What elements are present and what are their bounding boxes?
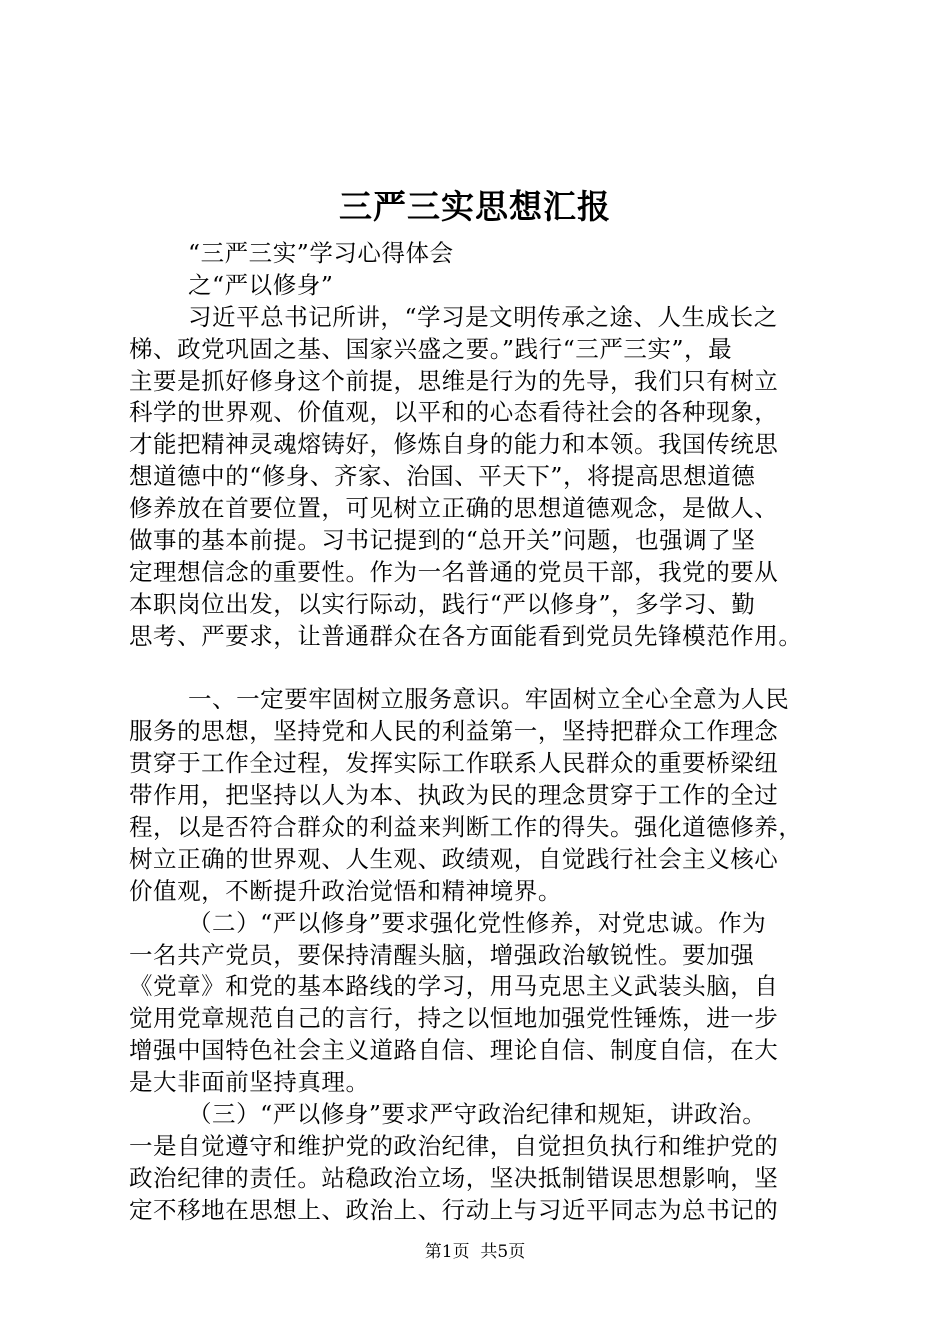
paragraph-line: 定理想信念的重要性。作为一名普通的党员干部，我党的要从 (129, 557, 779, 586)
paragraph-line: 一是自觉遵守和维护党的政治纪律，自觉担负执行和维护党的 (129, 1131, 779, 1160)
paragraph-line: 贯穿于工作全过程，发挥实际工作联系人民群众的重要桥梁纽 (129, 749, 779, 778)
paragraph-line: 才能把精神灵魂熔铸好，修炼自身的能力和本领。我国传统思 (129, 430, 779, 459)
paragraph-line: 价值观，不断提升政治觉悟和精神境界。 (129, 876, 562, 905)
paragraph-gap (129, 653, 839, 685)
paragraph-line: 树立正确的世界观、人生观、政绩观，自觉践行社会主义核心 (129, 844, 779, 873)
paragraph-line: 想道德中的“修身、齐家、治国、平天下”，将提高思想道德 (129, 462, 756, 491)
paragraph-line: 服务的思想，坚持党和人民的利益第一，坚持把群众工作理念 (129, 717, 779, 746)
document-title: 三严三实思想汇报 (339, 187, 611, 226)
paragraph-line: 一、一定要牢固树立服务意识。牢固树立全心全意为人民 (188, 685, 790, 714)
paragraph-line: 梯、政党巩固之基、国家兴盛之要。”践行“三严三实”，最 (129, 334, 733, 363)
subtitle-line: 之“严以修身” (188, 270, 334, 299)
paragraph-line: （三）“严以修身”要求严守政治纪律和规矩，讲政治。 (188, 1100, 767, 1129)
paragraph-line: 思考、严要求，让普通群众在各方面能看到党员先锋模范作用。 (129, 621, 803, 650)
paragraph-line: 一名共产党员，要保持清醒头脑，增强政治敏锐性。要加强 (129, 940, 755, 969)
subtitle-line: “三严三实”学习心得体会 (188, 239, 454, 267)
paragraph-line: 主要是抓好修身这个前提，思维是行为的先导，我们只有树立 (129, 366, 779, 395)
paragraph-line: （二）“严以修身”要求强化党性修养，对党忠诚。作为 (188, 908, 767, 937)
paragraph-line: 政治纪律的责任。站稳政治立场，坚决抵制错误思想影响，坚 (129, 1163, 779, 1192)
paragraph-line: 增强中国特色社会主义道路自信、理论自信、制度自信，在大 (129, 1036, 779, 1065)
paragraph-line: 习近平总书记所讲，“学习是文明传承之途、人生成长之 (188, 302, 778, 331)
paragraph-line: 做事的基本前提。习书记提到的“总开关”问题，也强调了坚 (129, 526, 756, 555)
page-footer: 第1页 共5页 (424, 1242, 526, 1262)
paragraph-line: 科学的世界观、价值观，以平和的心态看待社会的各种现象， (129, 398, 779, 427)
paragraph-line: 定不移地在思想上、政治上、行动上与习近平同志为总书记的 (129, 1195, 779, 1224)
paragraph-line: 修养放在首要位置，可见树立正确的思想道德观念，是做人、 (129, 494, 779, 523)
paragraph-line: 《党章》和党的基本路线的学习，用马克思主义武装头脑，自 (129, 972, 779, 1001)
paragraph-line: 本职岗位出发，以实行际动，践行“严以修身”，多学习、勤 (129, 589, 756, 618)
paragraph-line: 带作用，把坚持以人为本、执政为民的理念贯穿于工作的全过 (129, 781, 779, 810)
paragraph-line: 程，以是否符合群众的利益来判断工作的得失。强化道德修养， (129, 813, 803, 842)
document-body (129, 238, 839, 1227)
paragraph-line: 是大非面前坚持真理。 (129, 1068, 370, 1097)
paragraph-line: 觉用党章规范自己的言行，持之以恒地加强党性锤炼，进一步 (129, 1004, 779, 1033)
